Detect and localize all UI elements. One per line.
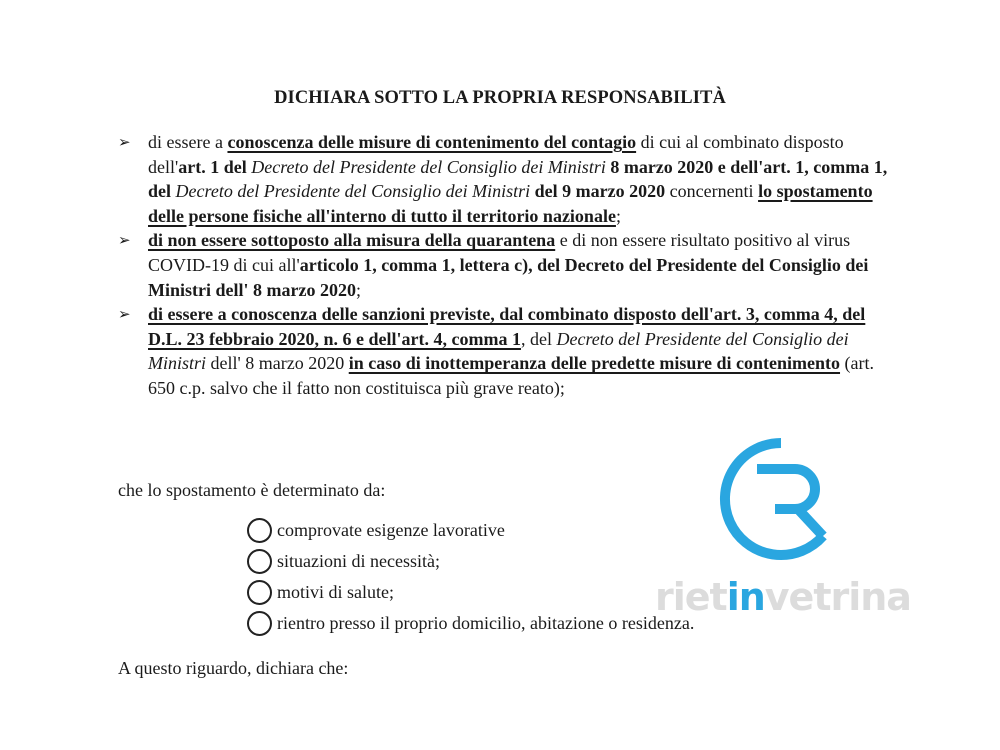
reason-option[interactable] bbox=[247, 608, 694, 639]
text-segment: lo spostamento delle persone fisiche all'interno di tutto il territorio nazionale bbox=[148, 181, 873, 226]
watermark-wordmark bbox=[655, 575, 911, 619]
option-label: motivi di salute; bbox=[277, 582, 394, 602]
bullet-item bbox=[118, 228, 898, 302]
text-segment: , del bbox=[520, 328, 557, 349]
text-segment: di essere a conoscenza delle sanzioni previste, dal combinato disposto dell'art. 3, comma 4, del D.L. 23 febbraio 2020, n. 6 e dell'art. 4, comma 1 bbox=[148, 304, 866, 349]
radio-circle-icon[interactable] bbox=[247, 549, 272, 574]
bullet-text bbox=[148, 230, 868, 299]
reason-intro: che lo spostamento è determinato da: bbox=[118, 480, 386, 500]
arrow-bullet-icon: ➢ bbox=[118, 133, 131, 151]
circle-r-logo-icon bbox=[717, 435, 845, 563]
bullet-item bbox=[118, 130, 898, 228]
text-segment: in caso di inottemperanza delle predette misure di contenimento bbox=[348, 353, 841, 374]
text-segment: art. 1 del bbox=[178, 156, 252, 177]
reason-option[interactable] bbox=[247, 577, 694, 608]
text-segment: di cui al combinato disposto dell' bbox=[148, 132, 844, 177]
radio-circle-icon[interactable] bbox=[247, 611, 272, 636]
text-segment: dell' 8 marzo 2020 bbox=[206, 353, 349, 374]
option-label: comprovate esigenze lavorative bbox=[277, 520, 505, 540]
text-segment: 8 marzo 2020 e dell'art. 1, comma 1, del bbox=[148, 156, 888, 202]
wordmark-part: vetrina bbox=[764, 575, 911, 619]
bullet-text bbox=[148, 132, 887, 226]
option-label: situazioni di necessità; bbox=[277, 551, 440, 571]
text-segment: ; bbox=[615, 205, 621, 226]
text-segment: e di non essere risultato positivo al virus COVID-19 di cui all' bbox=[148, 230, 851, 275]
text-segment: di non essere sottoposto alla misura della quarantena bbox=[148, 230, 556, 251]
text-segment: Decreto del Presidente del Consiglio dei Ministri bbox=[175, 181, 531, 202]
text-segment: Decreto del Presidente del Consiglio dei Ministri bbox=[251, 156, 606, 177]
declaration-title: DICHIARA SOTTO LA PROPRIA RESPONSABILITÀ bbox=[274, 88, 726, 108]
arrow-bullet-icon: ➢ bbox=[118, 305, 131, 324]
bullet-item bbox=[118, 302, 898, 400]
reason-option[interactable] bbox=[247, 515, 694, 546]
wordmark-part: riet bbox=[655, 575, 727, 619]
text-segment: concernenti bbox=[665, 181, 759, 202]
text-segment: del 9 marzo 2020 bbox=[530, 181, 666, 202]
radio-circle-icon[interactable] bbox=[247, 518, 272, 543]
text-segment: articolo 1, comma 1, lettera c), del Decreto del Presidente del Consiglio dei Ministri dell' 8 marzo 2020 bbox=[148, 254, 869, 300]
arrow-bullet-icon: ➢ bbox=[118, 231, 131, 250]
watermark-logo bbox=[655, 435, 911, 625]
text-segment: ; bbox=[355, 279, 361, 300]
declaration-bullets bbox=[118, 130, 898, 401]
text-segment: di essere a bbox=[148, 132, 228, 152]
wordmark-accent: in bbox=[726, 575, 765, 619]
text-segment: Decreto del Presidente del Consiglio dei Ministri bbox=[148, 328, 849, 374]
reason-option[interactable] bbox=[247, 546, 694, 577]
radio-circle-icon[interactable] bbox=[247, 580, 272, 605]
option-label: rientro presso il proprio domicilio, abitazione o residenza. bbox=[277, 613, 695, 633]
text-segment: conoscenza delle misure di contenimento del contagio bbox=[227, 132, 637, 152]
text-segment: (art. 650 c.p. salvo che il fatto non costituisca più grave reato); bbox=[148, 353, 875, 398]
closing-text: A questo riguardo, dichiara che: bbox=[118, 658, 349, 678]
reason-options bbox=[247, 515, 694, 639]
bullet-text bbox=[148, 304, 874, 398]
